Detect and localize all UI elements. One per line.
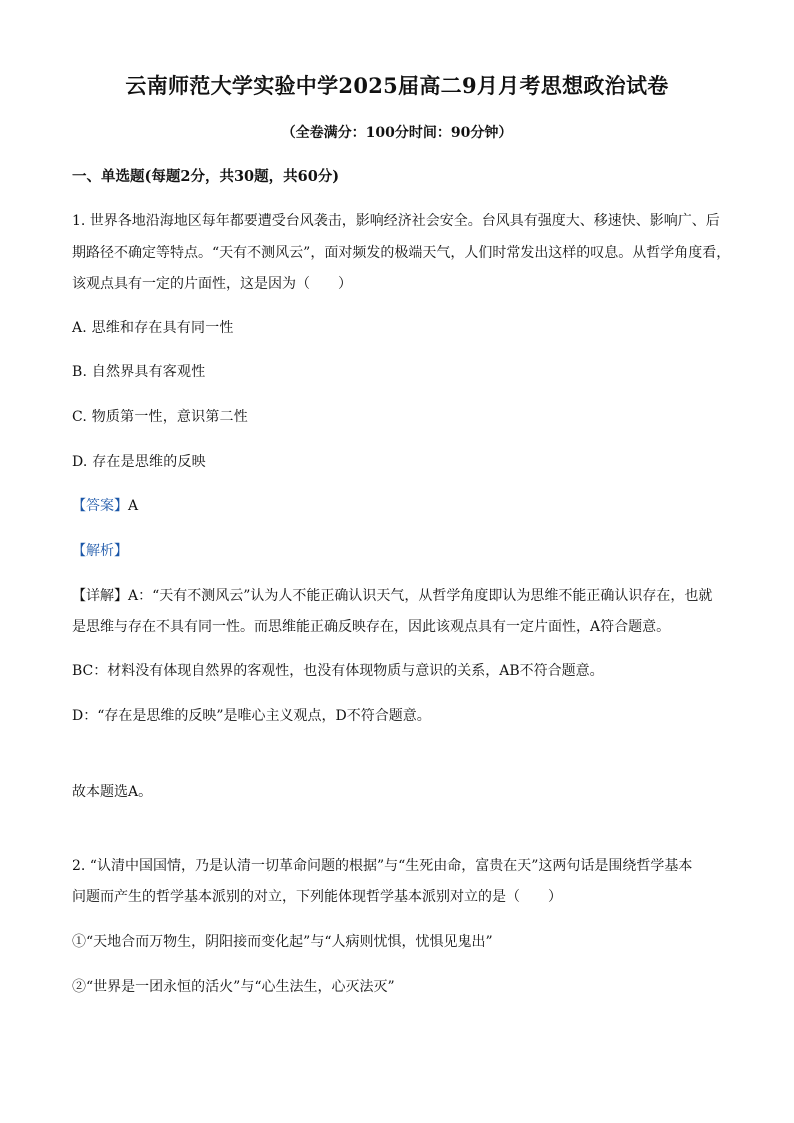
q1-option-a: A. 思维和存在具有同一性 [72, 320, 234, 336]
q1-stem-line-2: 期路径不确定等特点。“天有不测风云”，面对频发的极端天气，人们时常发出这样的叹息。从哲学角度看， [72, 245, 731, 261]
q1-option-c: C. 物质第一性，意识第二性 [72, 409, 248, 425]
analysis-tag: 【解析】 [72, 543, 128, 559]
page-title: 云南师范大学实验中学2025届高二9月月考思想政治试卷 [125, 73, 669, 98]
q1-stem-line-3: 该观点具有一定的片面性，这是因为（ ） [72, 276, 352, 292]
q1-option-b: B. 自然界具有客观性 [72, 364, 206, 380]
section-heading: 一、单选题(每题2分，共30题，共60分) [72, 168, 340, 185]
q1-d-explanation: D：“存在是思维的反映”是唯心主义观点，D不符合题意。 [72, 708, 431, 724]
detail-tag: 【详解】 [72, 588, 128, 604]
q2-item-1: ①“天地合而万物生，阴阳接而变化起”与“人病则忧惧，忧惧见鬼出” [72, 934, 493, 950]
q1-analysis [72, 541, 724, 561]
answer-tag: 【答案】 [72, 498, 128, 514]
detail-text-1: A：“天有不测风云”认为人不能正确认识天气，从哲学角度即认为思维不能正确认识存在，也就 [128, 588, 713, 604]
page-subtitle: （全卷满分：100分时间：90分钟） [281, 125, 513, 141]
answer-value: A [128, 498, 139, 514]
q2-stem-line-1: 2. “认清中国国情，乃是认清一切革命问题的根据”与“生死由命，富贵在天”这两句话是围绕哲学基本 [72, 858, 693, 874]
q1-option-d: D. 存在是思维的反映 [72, 454, 206, 470]
q1-stem-line-1: 1. 世界各地沿海地区每年都要遭受台风袭击，影响经济社会安全。台风具有强度大、移速快、影响广、后 [72, 213, 720, 229]
q1-conclusion: 故本题选A。 [72, 784, 153, 800]
q1-bc-explanation: BC：材料没有体现自然界的客观性，也没有体现物质与意识的关系，AB不符合题意。 [72, 663, 604, 679]
q1-detail-line-2: 是思维与存在不具有同一性。而思维能正确反映存在，因此该观点具有一定片面性，A符合题意。 [72, 619, 671, 635]
q2-item-2: ②“世界是一团永恒的活火”与“心生法生，心灭法灭” [72, 979, 395, 995]
q1-answer [72, 496, 724, 516]
q2-stem-line-2: 问题而产生的哲学基本派别的对立，下列能体现哲学基本派别对立的是（ ） [72, 889, 562, 905]
q1-detail-line-1 [72, 586, 724, 606]
